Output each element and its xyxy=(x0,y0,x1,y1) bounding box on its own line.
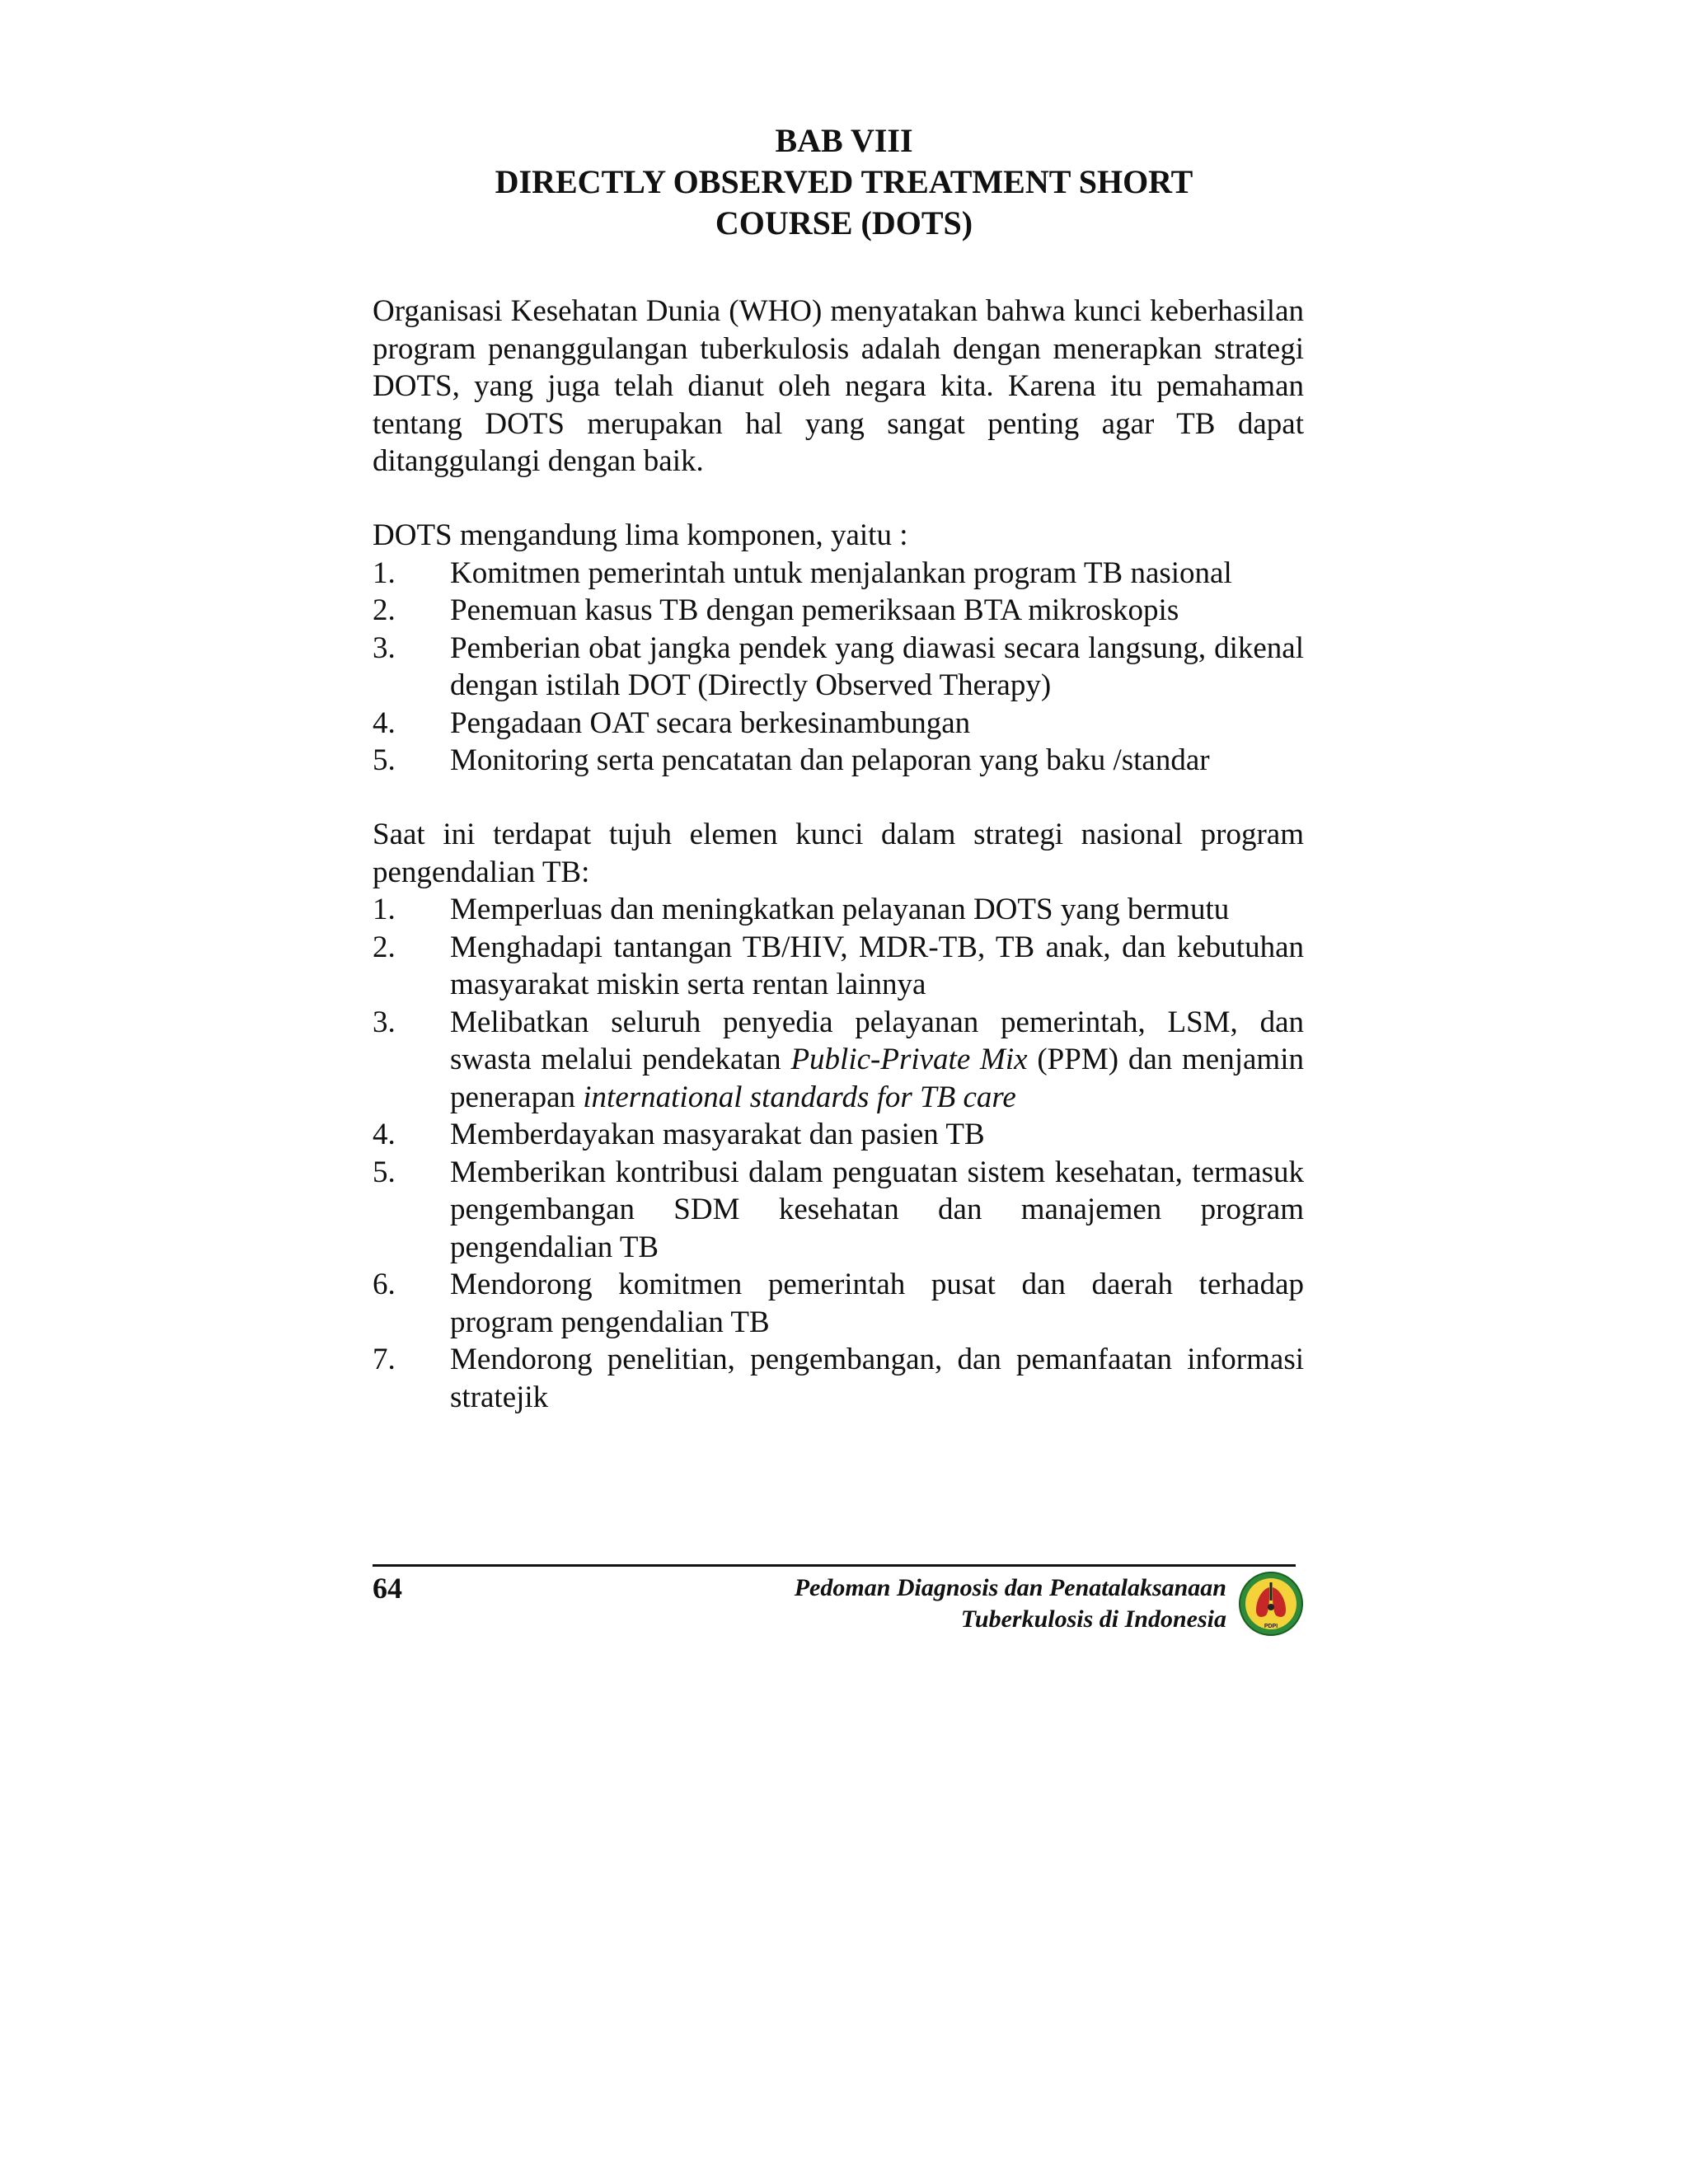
list-item: 4. Memberdayakan masyarakat dan pasien TB xyxy=(373,1118,985,1151)
list-item: 2. Menghadapi tantangan TB/HIV, MDR-TB, TB anak, dan kebutuhan masyarakat miskin serta rentan lainnya xyxy=(373,930,1304,1001)
list-item: 7. Mendorong penelitian, pengembangan, dan pemanfaatan informasi stratejik xyxy=(373,1343,1304,1414)
list-item: 4. Pengadaan OAT secara berkesinambungan xyxy=(373,705,971,740)
list-item: 5. Memberikan kontribusi dalam penguatan sistem kesehatan, termasuk pengembangan SDM kesehatan dan manajemen program pengendalian TB xyxy=(373,1155,1304,1264)
list-item: 3. Melibatkan seluruh penyedia pelayanan pemerintah, LSM, dan swasta melalui pendekatan Public-Private Mix (PPM) dan menjamin penerapan international standards for TB care xyxy=(373,1005,1304,1114)
intro-paragraph: Organisasi Kesehatan Dunia (WHO) menyatakan bahwa kunci keberhasilan program penanggulangan tuberkulosis adalah dengan menerapkan strategi DOTS, yang juga telah dianut oleh negara kita. Karena itu pemahaman tentang DOTS merupakan hal yang sangat penting agar TB dapat ditanggulangi dengan baik. xyxy=(373,294,1304,478)
lungs-logo-icon xyxy=(1238,1571,1304,1637)
list-item: 1. Komitmen pemerintah untuk menjalankan program TB nasional xyxy=(373,555,1232,590)
list-item: 3. Pemberian obat jangka pendek yang diawasi secara langsung, dikenal dengan istilah DOT (Directly Observed Therapy) xyxy=(373,630,1304,702)
key-elements-section xyxy=(373,816,1304,1416)
svg-text:PDPI: PDPI xyxy=(1264,1624,1278,1629)
elements-list xyxy=(373,891,1304,1416)
chapter-title-line2: COURSE (DOTS) xyxy=(715,204,973,241)
page-number: 64 xyxy=(373,1572,402,1605)
book-title-line2: Tuberkulosis di Indonesia xyxy=(960,1605,1226,1633)
list-item: 6. Mendorong komitmen pemerintah pusat dan daerah terhadap program pengendalian TB xyxy=(373,1268,1304,1339)
components-list xyxy=(373,555,1304,780)
book-title-line1: Pedoman Diagnosis dan Penatalaksanaan xyxy=(794,1574,1226,1601)
chapter-title-line1: DIRECTLY OBSERVED TREATMENT SHORT xyxy=(495,163,1193,200)
components-lead: DOTS mengandung lima komponen, yaitu : xyxy=(373,518,908,552)
chapter-number: BAB VIII xyxy=(775,122,913,159)
elements-lead: Saat ini terdapat tujuh elemen kunci dalam strategi nasional program pengendalian TB: xyxy=(373,818,1304,889)
book-title xyxy=(795,1572,1226,1635)
list-item: 2. Penemuan kasus TB dengan pemeriksaan BTA mikroskopis xyxy=(373,593,1179,627)
dots-components-section xyxy=(373,517,1304,780)
list-item: 1. Memperluas dan meningkatkan pelayanan DOTS yang bermutu xyxy=(373,893,1230,926)
footer-rule xyxy=(373,1564,1296,1567)
list-item: 5. Monitoring serta pencatatan dan pelaporan yang baku /standar xyxy=(373,743,1210,777)
